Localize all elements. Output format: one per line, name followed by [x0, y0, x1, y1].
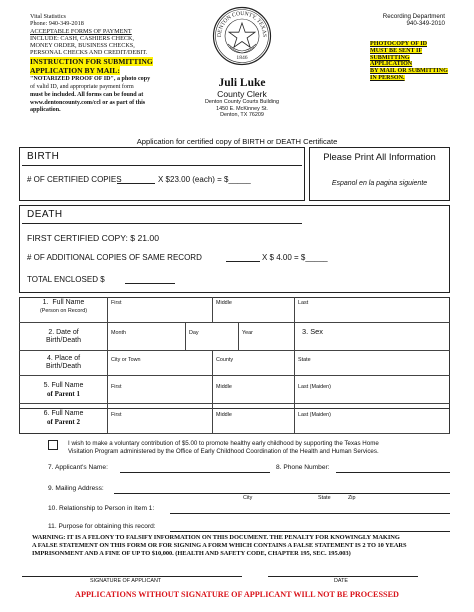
signature-label: SIGNATURE OF APPLICANT	[90, 578, 162, 584]
header-right	[340, 13, 445, 28]
death-heading: DEATH	[27, 209, 63, 220]
date-day-field[interactable]	[186, 323, 239, 351]
city-address: Denton, TX 76209	[220, 112, 264, 119]
col-label: Last (Maiden)	[298, 412, 331, 418]
death-additional-label: # OF ADDITIONAL COPIES OF SAME RECORD	[27, 253, 202, 262]
phone-label: 8. Phone Number:	[276, 464, 330, 471]
contribution-checkbox[interactable]	[48, 440, 58, 450]
phone-field[interactable]	[336, 472, 450, 473]
row-4-label: 4. Place of Birth/Death	[45, 355, 82, 370]
purpose-label: 11. Purpose for obtaining this record:	[48, 523, 156, 530]
form-title: Application for certified copy of BIRTH or DEATH Certificate	[136, 137, 338, 146]
parent1-first-field[interactable]	[108, 376, 213, 404]
spanish-notice: Espanol en la pagina siguiente	[331, 180, 428, 187]
row-2-label: 2. Date of Birth/Death	[45, 329, 82, 344]
recording-dept-phone: 940-349-2010	[406, 20, 445, 28]
full-name-first-field[interactable]	[108, 297, 213, 323]
recording-dept-label: Recording Department	[382, 13, 445, 20]
print-info-heading: Please Print All Information	[323, 151, 436, 162]
felony-warning: WARNING: IT IS A FELONY TO FALSIFY INFORMATION ON THIS DOCUMENT. THE PENALTY FOR KNOWINGLY MAKING A FALSE STATEMENT ON THIS FORM OR FOR SIGNING A FORM WHICH CONTAINS A FALSE STATEMENT IS 2 TO 10 YEARS IMPRISONMENT AND A FINE OF UP TO $10,000. (HEALTH AND SAFETY CODE, CHAPTER 195, SEC. 195.003)	[32, 534, 407, 557]
clerk-title: County Clerk	[217, 89, 267, 99]
vital-statistics-label: Vital Statistics	[30, 13, 66, 20]
seal-year: 1846	[236, 55, 248, 61]
date-field[interactable]	[268, 576, 418, 577]
city-sublabel: City	[243, 495, 253, 501]
state-sublabel: State	[318, 495, 331, 501]
vital-statistics-phone: Phone: 940-349-2018	[30, 20, 84, 28]
col-label: First	[111, 412, 122, 418]
county-seal	[212, 6, 272, 66]
applicant-name-field[interactable]	[120, 472, 270, 473]
birth-heading-rule	[22, 165, 302, 166]
col-label: Last	[298, 300, 309, 306]
mail-instructions	[30, 58, 195, 115]
col-label: Last (Maiden)	[298, 384, 331, 390]
birth-heading: BIRTH	[27, 151, 60, 162]
payment-line: MONEY ORDER, BUSINESS CHECKS,	[30, 42, 135, 50]
col-label: County	[216, 357, 234, 363]
purpose-field[interactable]	[170, 531, 450, 532]
col-label: Middle	[216, 412, 232, 418]
row-5-label: 5. Full Name of Parent 1	[43, 382, 84, 398]
col-label: Year	[242, 330, 253, 336]
payment-heading: ACCEPTABLE FORMS OF PAYMENT	[30, 27, 132, 35]
col-label: First	[111, 384, 122, 390]
death-additional-field[interactable]	[226, 261, 260, 262]
parent2-middle-field[interactable]	[213, 404, 295, 434]
mail-body: "NOTARIZED PROOF OF ID", a photo copy of valid ID, and appropriate payment form must be included. All forms can be found at www.dentoncounty.com/ccl or as part of this application.	[30, 76, 151, 114]
col-label: City or Town	[111, 357, 141, 363]
seal-icon	[212, 6, 272, 66]
payment-line: INCLUDE: CASH, CASHIERS CHECK,	[30, 34, 134, 42]
col-label: Day	[189, 330, 199, 336]
clerk-name: Juli Luke	[218, 77, 266, 89]
row-6-label: 6. Full Name of Parent 2	[43, 410, 84, 426]
date-label: DATE	[334, 578, 348, 584]
place-county-field[interactable]	[213, 351, 295, 376]
col-label: 3. Sex	[302, 327, 323, 336]
birth-section	[19, 147, 305, 201]
header-left	[30, 13, 190, 57]
death-heading-rule	[22, 223, 302, 224]
id-notice: PHOTOCOPY OF ID MUST BE SENT IF SUBMITTING APPLICATION BY MAIL OR SUBMITTING IN PERSON.	[370, 41, 448, 81]
street-address: 1450 E. McKinney St.	[216, 105, 268, 112]
contribution-text: I wish to make a voluntary contribution of $5.00 to promote healthy early childhood by supporting the Texas Home Visitation Program administered by the Office of Early Childhood Coordination of the Health and Human Services.	[68, 440, 379, 455]
zip-sublabel: Zip	[348, 495, 356, 501]
relationship-field[interactable]	[170, 513, 450, 514]
total-enclosed-field[interactable]	[125, 283, 175, 284]
place-city-field[interactable]	[108, 351, 213, 376]
col-label: First	[111, 300, 122, 306]
death-first-copy: FIRST CERTIFIED COPY: $ 21.00	[27, 233, 159, 243]
relationship-label: 10. Relationship to Person in Item 1:	[48, 505, 155, 512]
col-label: State	[298, 357, 311, 363]
seal-text: DENTON COUNTY, TEXAS	[216, 10, 268, 38]
date-year-field[interactable]	[239, 323, 295, 351]
parent2-last-field[interactable]	[295, 404, 450, 434]
col-label: Middle	[216, 300, 232, 306]
col-label: Middle	[216, 384, 232, 390]
birth-copies-field[interactable]	[117, 183, 155, 184]
payment-line: PERSONAL CHECKS AND CREDIT/DEBIT.	[30, 49, 148, 57]
full-name-last-field[interactable]	[295, 297, 450, 323]
mail-heading: INSTRUCTION FOR SUBMITTING APPLICATION BY MAIL:	[30, 57, 153, 75]
mailing-address-field[interactable]	[114, 493, 450, 494]
mailing-address-label: 9. Mailing Address:	[48, 485, 104, 492]
death-additional-price: X $ 4.00 = $_____	[262, 253, 328, 262]
footer-notice: APPLICATIONS WITHOUT SIGNATURE OF APPLICANT WILL NOT BE PROCESSED	[75, 590, 399, 599]
parent2-first-field[interactable]	[108, 404, 213, 434]
place-state-field[interactable]	[295, 351, 450, 376]
courts-building: Denton County Courts Building	[204, 99, 279, 105]
applicant-name-label: 7. Applicant's Name:	[48, 464, 108, 471]
birth-price: X $23.00 (each) = $_____	[158, 175, 251, 184]
header-center	[190, 77, 294, 119]
row-1-label: 1. Full Name (Person on Record)	[39, 299, 88, 314]
birth-copies-label: # OF CERTIFIED COPIES	[27, 175, 122, 184]
signature-field[interactable]	[22, 576, 242, 577]
date-month-field[interactable]	[108, 323, 186, 351]
col-label: Month	[111, 330, 126, 336]
total-enclosed: TOTAL ENCLOSED $	[27, 275, 105, 284]
